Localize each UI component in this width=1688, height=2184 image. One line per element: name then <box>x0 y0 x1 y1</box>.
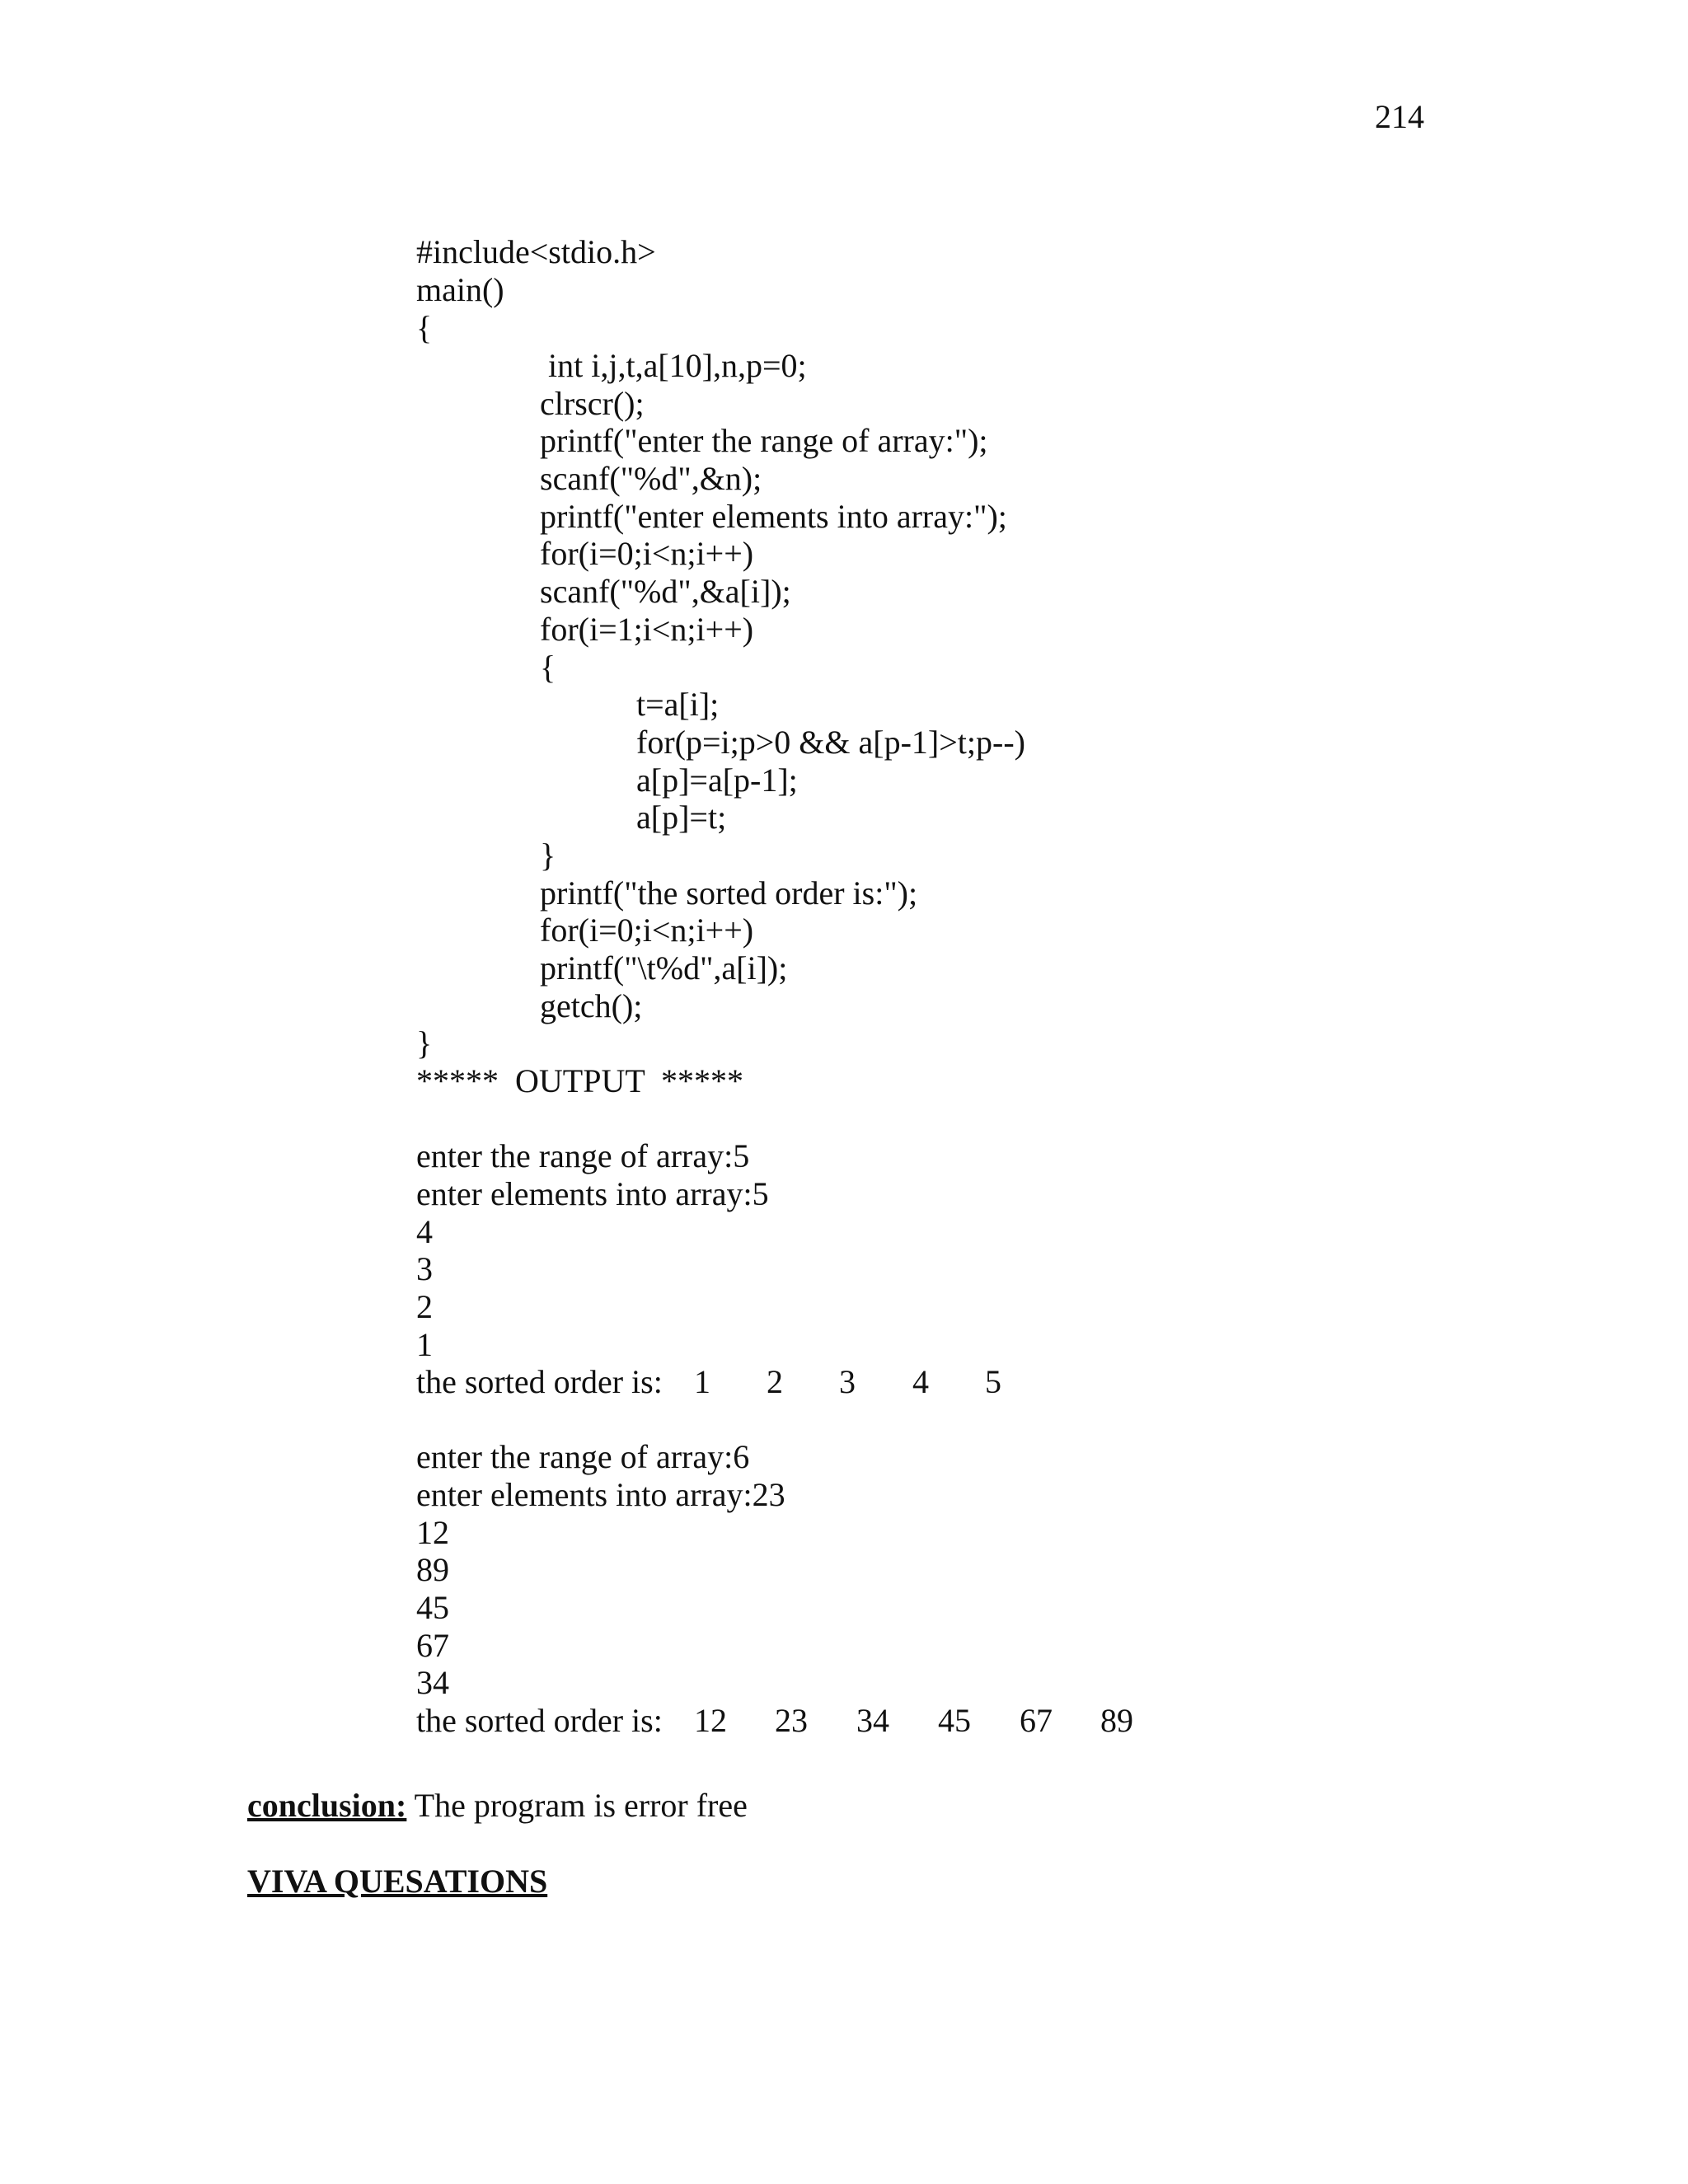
code-line: a[p]=a[p-1]; <box>636 762 798 799</box>
code-line: a[p]=t; <box>636 799 727 836</box>
code-line: for(i=1;i<n;i++) <box>540 611 754 648</box>
code-line: scanf("%d",&n); <box>540 460 762 497</box>
output-line: 12 <box>416 1514 449 1551</box>
output-line: 67 <box>416 1627 449 1664</box>
output-line: enter the range of array:6 <box>416 1438 750 1475</box>
sorted-label: the sorted order is: <box>416 1363 663 1400</box>
sorted-value: 1 <box>694 1363 710 1400</box>
output-line: enter elements into array:5 <box>416 1175 769 1212</box>
code-line: for(i=0;i<n;i++) <box>540 912 754 949</box>
code-line: printf("enter elements into array:"); <box>540 498 1007 535</box>
viva-heading: VIVA QUESATIONS <box>247 1863 548 1900</box>
output-line: 1 <box>416 1326 433 1363</box>
code-line: for(p=i;p>0 && a[p-1]>t;p--) <box>636 724 1025 761</box>
output-line: enter the range of array:5 <box>416 1137 750 1174</box>
sorted-value: 5 <box>985 1363 1001 1400</box>
code-line: { <box>416 309 433 346</box>
code-line: printf("\t%d",a[i]); <box>540 949 788 987</box>
conclusion <box>247 1787 748 1825</box>
code-line: { <box>540 649 556 686</box>
sorted-value: 2 <box>767 1363 783 1400</box>
output-line: 45 <box>416 1589 449 1626</box>
output-line: 3 <box>416 1250 433 1287</box>
sorted-value: 45 <box>938 1702 971 1739</box>
output-line: enter elements into array:23 <box>416 1476 785 1513</box>
code-line: printf("enter the range of array:"); <box>540 422 988 459</box>
sorted-value: 12 <box>694 1702 727 1739</box>
conclusion-heading: conclusion: <box>247 1787 407 1824</box>
code-line: } <box>416 1024 433 1062</box>
output-heading: ***** OUTPUT ***** <box>416 1062 744 1099</box>
sorted-value: 67 <box>1020 1702 1053 1739</box>
output-line: 89 <box>416 1551 449 1588</box>
page-number: 214 <box>1375 98 1424 135</box>
output-line: 4 <box>416 1213 433 1250</box>
sorted-label: the sorted order is: <box>416 1702 663 1739</box>
conclusion-text: The program is error free <box>406 1787 748 1824</box>
code-line: int i,j,t,a[10],n,p=0; <box>540 347 807 384</box>
sorted-value: 89 <box>1100 1702 1133 1739</box>
sorted-value: 3 <box>839 1363 856 1400</box>
code-line: t=a[i]; <box>636 686 720 723</box>
code-line: printf("the sorted order is:"); <box>540 874 918 912</box>
output-line: 34 <box>416 1664 449 1701</box>
code-line: clrscr(); <box>540 385 645 422</box>
sorted-value: 34 <box>856 1702 889 1739</box>
code-line: for(i=0;i<n;i++) <box>540 535 754 572</box>
code-line: #include<stdio.h> <box>416 233 656 270</box>
sorted-value: 23 <box>775 1702 808 1739</box>
code-line: main() <box>416 271 504 308</box>
code-line: } <box>540 837 556 874</box>
output-line: 2 <box>416 1288 433 1325</box>
code-line: getch(); <box>540 987 643 1024</box>
sorted-value: 4 <box>912 1363 929 1400</box>
code-line: scanf("%d",&a[i]); <box>540 573 791 610</box>
